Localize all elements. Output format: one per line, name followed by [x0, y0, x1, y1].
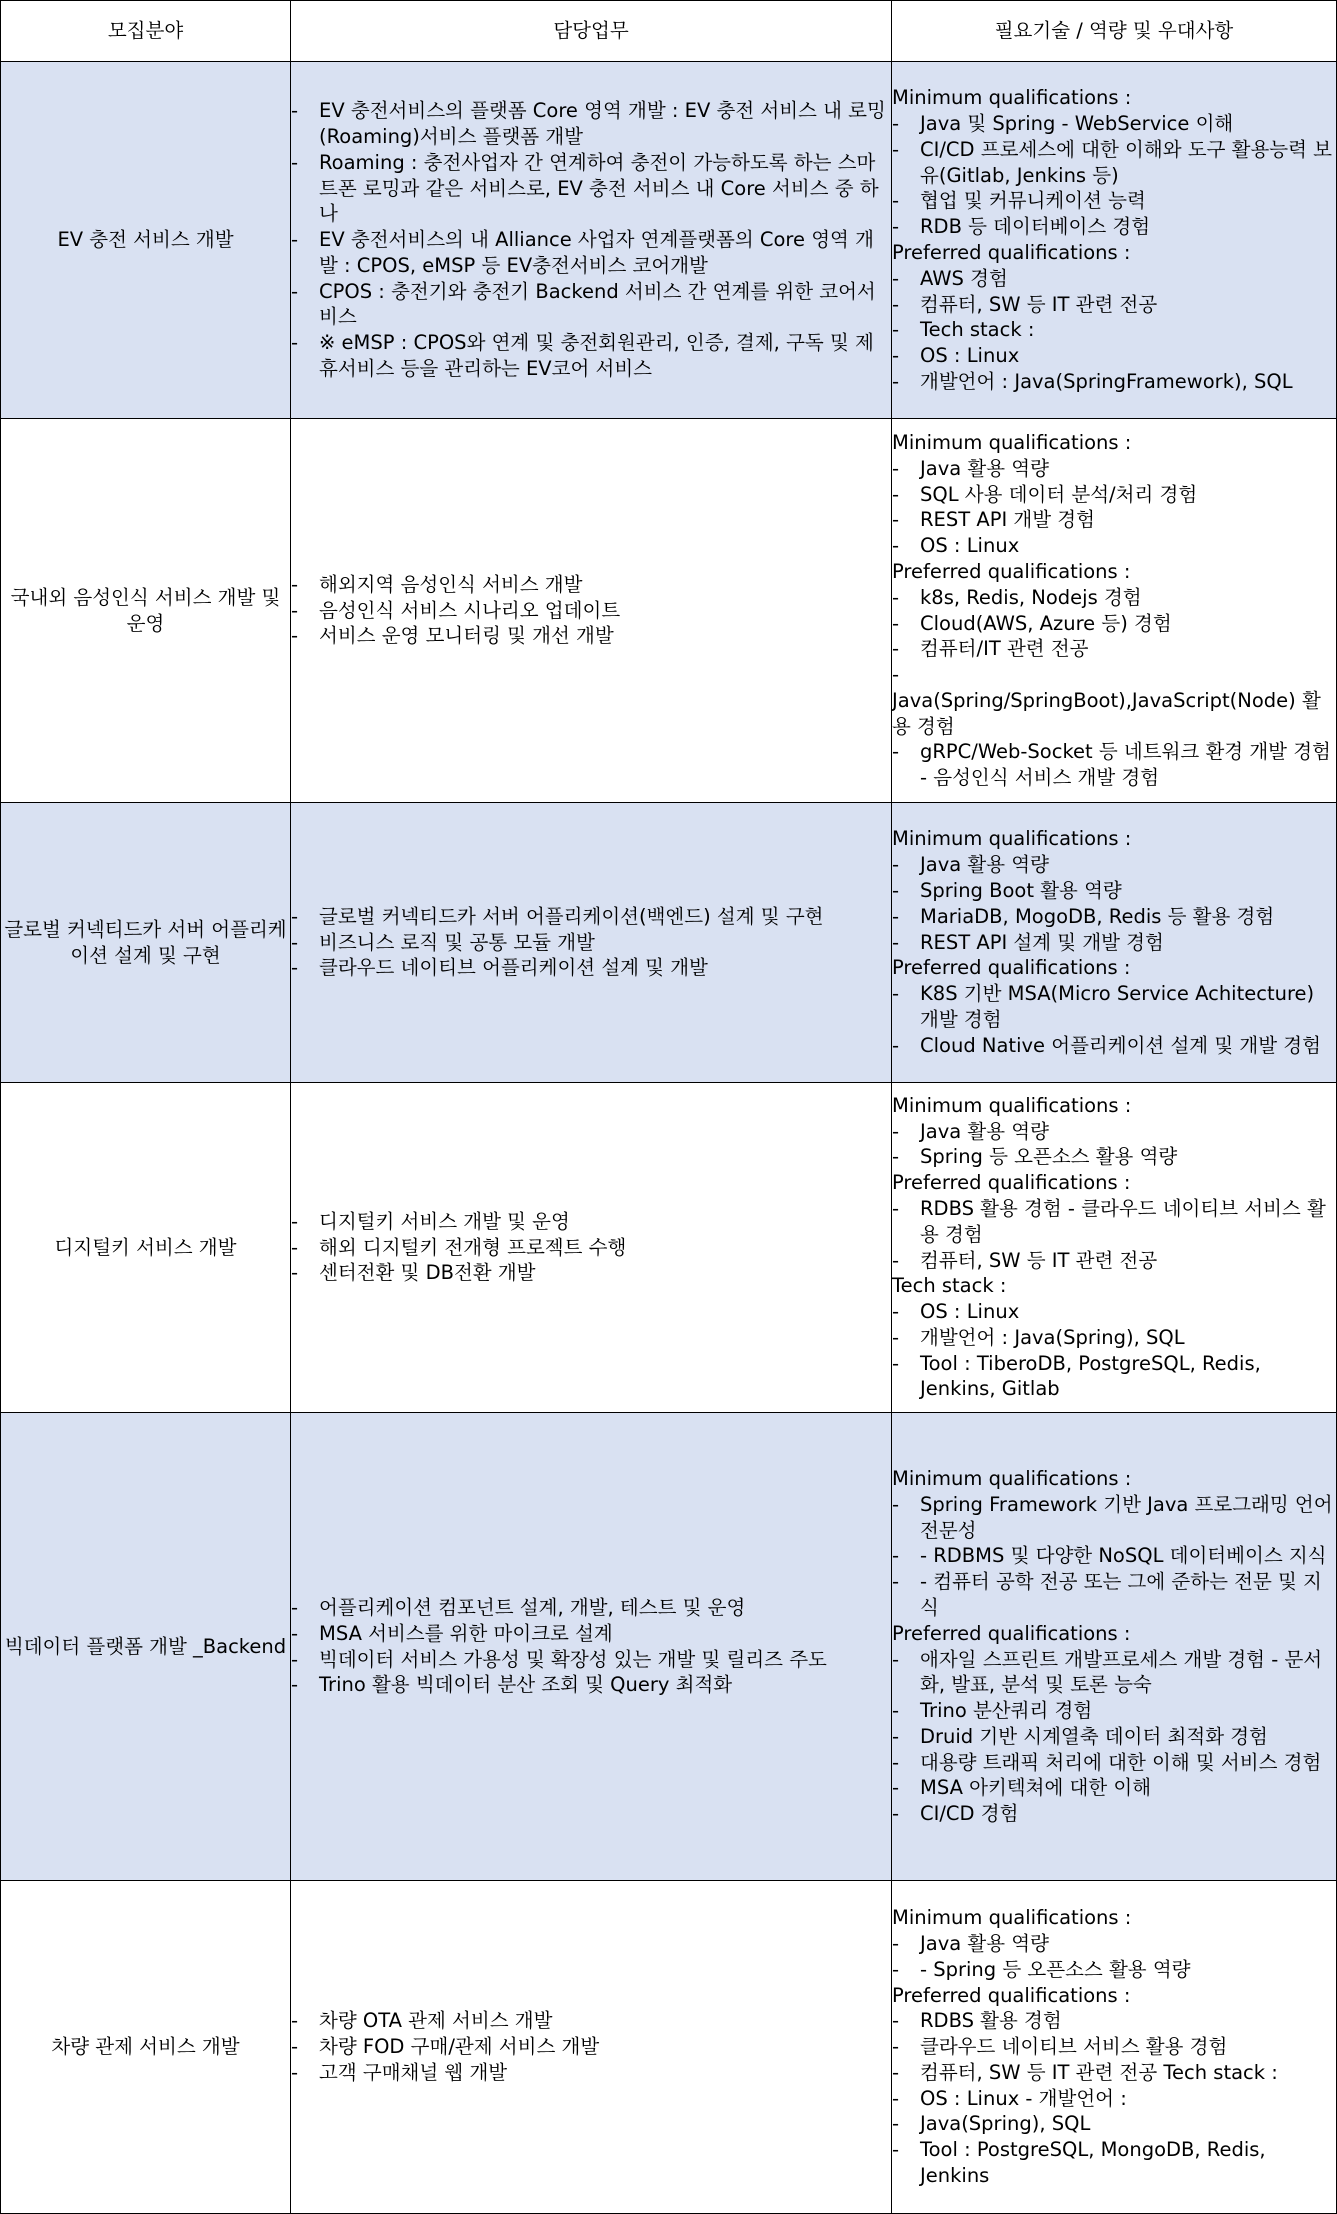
requirement-item: - Java 활용 역량 [892, 852, 1336, 878]
duty-item: - 어플리케이션 컴포넌트 설계, 개발, 테스트 및 운영 [291, 1595, 891, 1621]
duty-item: - 서비스 운영 모니터링 및 개선 개발 [291, 623, 891, 649]
duties-cell [291, 419, 892, 803]
job-field-cell: 글로벌 커넥티드카 서버 어플리케이션 설계 및 구현 [1, 803, 291, 1083]
requirement-item: - Druid 기반 시계열축 데이터 최적화 경험 [892, 1724, 1336, 1750]
requirement-item: - Java(Spring), SQL [892, 2111, 1336, 2137]
duty-item: - 글로벌 커넥티드카 서버 어플리케이션(백엔드) 설계 및 구현 [291, 904, 891, 930]
requirements-cell [892, 419, 1337, 803]
duty-item: - 클라우드 네이티브 어플리케이션 설계 및 개발 [291, 955, 891, 981]
requirements-cell [892, 1881, 1337, 2214]
requirement-item: - OS : Linux [892, 343, 1336, 369]
requirement-item: - Trino 분산쿼리 경험 [892, 1698, 1336, 1724]
requirement-item: - Tech stack : [892, 317, 1336, 343]
table-row [1, 803, 1337, 1083]
requirement-item: - CI/CD 프로세스에 대한 이해와 도구 활용능력 보유(Gitlab, Jenkins 등) [892, 137, 1336, 189]
requirement-item: - gRPC/Web-Socket 등 네트워크 환경 개발 경험 - 음성인식 서비스 개발 경험 [892, 739, 1336, 791]
requirement-item: - Tool : PostgreSQL, MongoDB, Redis, Jenkins [892, 2137, 1336, 2189]
duties-list [291, 904, 891, 981]
duties-list [291, 98, 891, 382]
duties-cell [291, 803, 892, 1083]
duties-cell [291, 1881, 892, 2214]
requirement-item: - OS : Linux [892, 533, 1336, 559]
requirement-item: - Spring 등 오픈소스 활용 역량 [892, 1144, 1336, 1170]
header-duties: 담당업무 [291, 1, 892, 62]
requirement-item: - 애자일 스프린트 개발프로세스 개발 경험 - 문서화, 발표, 분석 및 토론 능숙 [892, 1647, 1336, 1699]
duty-item: - 음성인식 서비스 시나리오 업데이트 [291, 598, 891, 624]
requirement-item: - - Spring 등 오픈소스 활용 역량 [892, 1957, 1336, 1983]
requirement-heading: Minimum qualifications : [892, 1466, 1132, 1490]
duties-cell [291, 1413, 892, 1881]
requirement-heading: Java(Spring/SpringBoot),JavaScript(Node) 활용 경험 [892, 688, 1321, 738]
duty-item: - 차량 OTA 관제 서비스 개발 [291, 2008, 891, 2034]
table-row [1, 1083, 1337, 1413]
requirement-heading: Preferred qualifications : [892, 1621, 1131, 1645]
requirement-item: - Java 활용 역량 [892, 1119, 1336, 1145]
requirements-cell [892, 1083, 1337, 1413]
requirement-item: - SQL 사용 데이터 분석/처리 경험 [892, 482, 1336, 508]
requirement-item: - OS : Linux - 개발언어 : [892, 2086, 1336, 2112]
requirement-item: - Cloud(AWS, Azure 등) 경험 [892, 611, 1336, 637]
job-field-cell: 디지털키 서비스 개발 [1, 1083, 291, 1413]
requirement-item: - CI/CD 경험 [892, 1801, 1336, 1827]
requirements-cell [892, 1413, 1337, 1881]
duty-item: - MSA 서비스를 위한 마이크로 설계 [291, 1621, 891, 1647]
requirement-item: - 컴퓨터/IT 관련 전공 [892, 636, 1336, 662]
requirement-item: - OS : Linux [892, 1299, 1336, 1325]
requirement-item: - K8S 기반 MSA(Micro Service Achitecture) 개발 경험 [892, 981, 1336, 1033]
requirement-item: - Spring Boot 활용 역량 [892, 878, 1336, 904]
requirement-item: - REST API 설계 및 개발 경험 [892, 930, 1336, 956]
requirement-item: - k8s, Redis, Nodejs 경험 [892, 585, 1336, 611]
requirement-item: - - 컴퓨터 공학 전공 또는 그에 준하는 전문 및 지식 [892, 1569, 1336, 1621]
requirement-item: - 개발언어 : Java(Spring), SQL [892, 1325, 1336, 1351]
duty-item: - EV 충전서비스의 플랫폼 Core 영역 개발 : EV 충전 서비스 내 로밍(Roaming)서비스 플랫폼 개발 [291, 98, 891, 150]
duty-item: - 해외지역 음성인식 서비스 개발 [291, 572, 891, 598]
requirement-heading: Preferred qualifications : [892, 1171, 1131, 1195]
header-requirements: 필요기술 / 역량 및 우대사항 [892, 1, 1337, 62]
requirement-item: - 클라우드 네이티브 서비스 활용 경험 [892, 2034, 1336, 2060]
requirement-item: - 컴퓨터, SW 등 IT 관련 전공 Tech stack : [892, 2060, 1336, 2086]
duty-item: - 빅데이터 서비스 가용성 및 확장성 있는 개발 및 릴리즈 주도 [291, 1647, 891, 1673]
requirement-item: - RDBS 활용 경험 [892, 2008, 1336, 2034]
duty-item: - EV 충전서비스의 내 Alliance 사업자 연계플랫폼의 Core 영역 개발 : CPOS, eMSP 등 EV충전서비스 코어개발 [291, 227, 891, 279]
requirement-heading: Minimum qualifications : [892, 827, 1132, 851]
requirement-item: - 대용량 트래픽 처리에 대한 이해 및 서비스 경험 [892, 1750, 1336, 1776]
requirement-heading: Minimum qualifications : [892, 1093, 1132, 1117]
job-field-cell: 국내외 음성인식 서비스 개발 및 운영 [1, 419, 291, 803]
duty-item: - ※ eMSP : CPOS와 연계 및 충전회원관리, 인증, 결제, 구독 및 제휴서비스 등을 관리하는 EV코어 서비스 [291, 330, 891, 382]
requirement-item: - MSA 아키텍쳐에 대한 이해 [892, 1775, 1336, 1801]
requirement-item: - Java 및 Spring - WebService 이해 [892, 111, 1336, 137]
job-field-cell: EV 충전 서비스 개발 [1, 62, 291, 419]
requirement-item: - 협업 및 커뮤니케이션 능력 [892, 188, 1336, 214]
duty-item: - 고객 구매채널 웹 개발 [291, 2060, 891, 2086]
header-row [1, 1, 1337, 62]
duty-item: - Roaming : 충전사업자 간 연계하여 충전이 가능하도록 하는 스마트폰 로밍과 같은 서비스로, EV 충전 서비스 내 Core 서비스 중 하나 [291, 150, 891, 227]
duty-item: - Trino 활용 빅데이터 분산 조회 및 Query 최적화 [291, 1672, 891, 1698]
requirements-cell [892, 62, 1337, 419]
header-field: 모집분야 [1, 1, 291, 62]
requirement-item: - MariaDB, MogoDB, Redis 등 활용 경험 [892, 904, 1336, 930]
requirement-item: - 컴퓨터, SW 등 IT 관련 전공 [892, 292, 1336, 318]
duty-item: - CPOS : 충전기와 충전기 Backend 서비스 간 연계를 위한 코어서비스 [291, 279, 891, 331]
requirement-item: - Tool : TiberoDB, PostgreSQL, Redis, Jenkins, Gitlab [892, 1351, 1336, 1403]
duty-item: - 센터전환 및 DB전환 개발 [291, 1260, 891, 1286]
duty-item: - 디지털키 서비스 개발 및 운영 [291, 1209, 891, 1235]
requirement-item: - 개발언어 : Java(SpringFramework), SQL [892, 369, 1336, 395]
job-field-cell: 빅데이터 플랫폼 개발 _Backend [1, 1413, 291, 1881]
duties-list [291, 1209, 891, 1286]
duty-item: - 차량 FOD 구매/관제 서비스 개발 [291, 2034, 891, 2060]
requirement-item: - 컴퓨터, SW 등 IT 관련 전공 [892, 1248, 1336, 1274]
table-row [1, 1413, 1337, 1881]
requirement-item: - REST API 개발 경험 [892, 507, 1336, 533]
requirement-item: - RDBS 활용 경험 - 클라우드 네이티브 서비스 활용 경험 [892, 1196, 1336, 1248]
job-field-cell: 차량 관제 서비스 개발 [1, 1881, 291, 2214]
table-row [1, 1881, 1337, 2214]
duties-list [291, 1595, 891, 1698]
duties-cell [291, 62, 892, 419]
requirement-item: - RDB 등 데이터베이스 경험 [892, 214, 1336, 240]
duty-item: - 해외 디지털키 전개형 프로젝트 수행 [291, 1235, 891, 1261]
requirement-heading: Minimum qualifications : [892, 1906, 1132, 1930]
requirement-heading: Tech stack : [892, 1274, 1007, 1298]
requirement-heading: Preferred qualifications : [892, 241, 1131, 264]
duty-item: - 비즈니스 로직 및 공통 모듈 개발 [291, 930, 891, 956]
requirement-item: - - RDBMS 및 다양한 NoSQL 데이터베이스 지식 [892, 1543, 1336, 1569]
requirement-heading: Preferred qualifications : [892, 559, 1131, 583]
requirement-item: - Java 활용 역량 [892, 456, 1336, 482]
requirement-item: - AWS 경험 [892, 266, 1336, 292]
requirement-item: - Cloud Native 어플리케이션 설계 및 개발 경험 [892, 1033, 1336, 1059]
requirement-heading: Preferred qualifications : [892, 1983, 1131, 2007]
requirement-heading: Minimum qualifications : [892, 430, 1132, 454]
duties-cell [291, 1083, 892, 1413]
table-row [1, 419, 1337, 803]
requirement-heading: Minimum qualifications : [892, 86, 1132, 110]
requirement-heading: Preferred qualifications : [892, 956, 1131, 980]
requirement-item: - Java 활용 역량 [892, 1931, 1336, 1957]
table-row [1, 62, 1337, 419]
requirements-cell [892, 803, 1337, 1083]
requirement-item: - Spring Framework 기반 Java 프로그래밍 언어 전문성 [892, 1492, 1336, 1544]
requirement-heading: - [892, 663, 900, 687]
duties-list [291, 2008, 891, 2085]
duties-list [291, 572, 891, 649]
